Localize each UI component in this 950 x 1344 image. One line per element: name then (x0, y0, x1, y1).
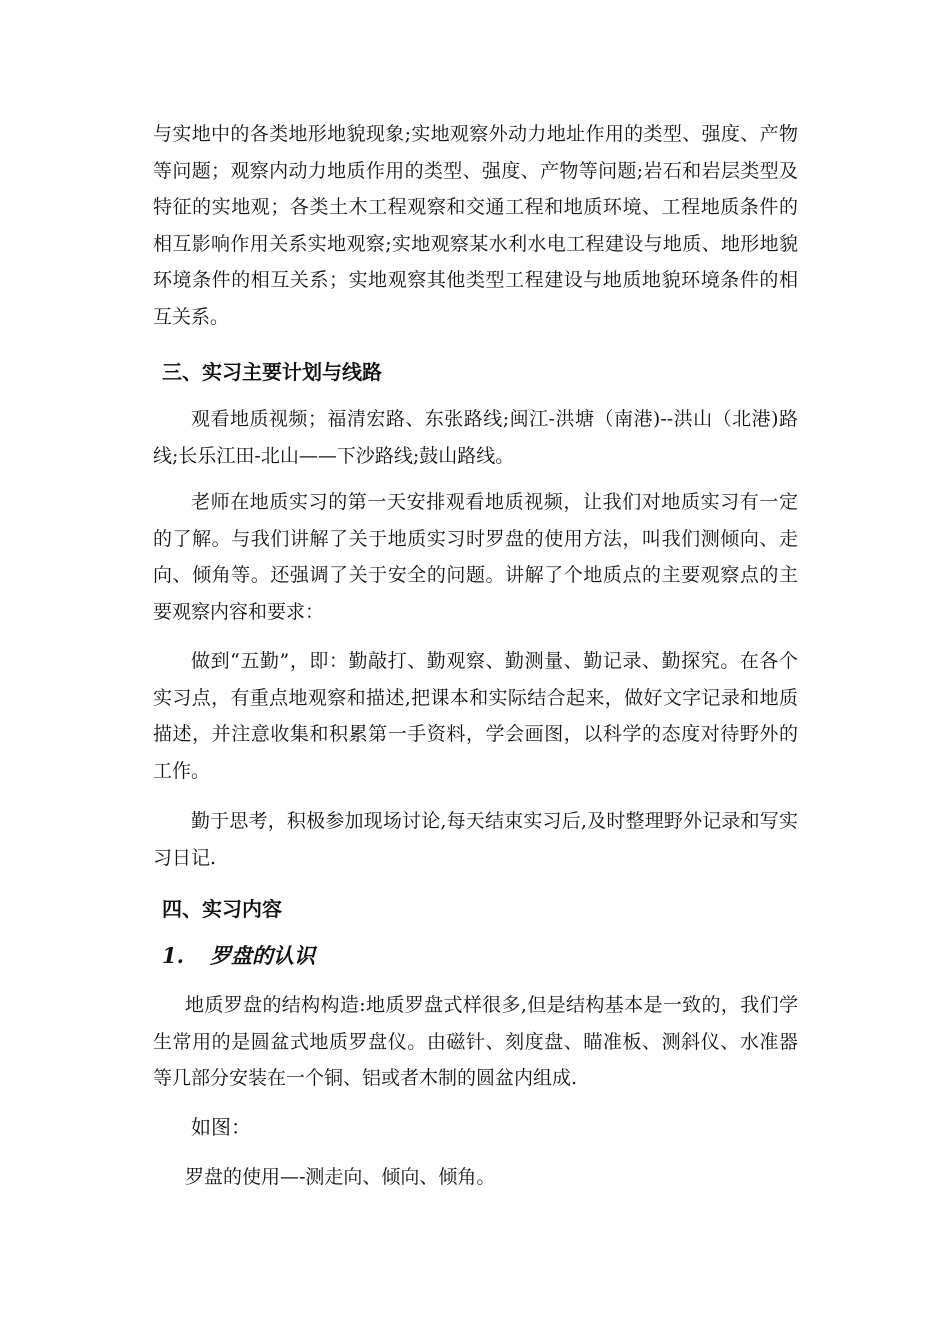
paragraph-five-diligences: 做到“五勤”，即：勤敲打、勤观察、勤测量、勤记录、勤探究。在各个实习点，有重点地观察和描述,把课本和实际结合起来，做好文字记录和地质描述，并注意收集和积累第一手资料，学会画图，以科学的态度对待野外的工作。 (153, 650, 798, 782)
subheading-title: 罗盘的认识 (210, 943, 315, 968)
section-heading-internship-content: 四、实习内容 (162, 897, 282, 921)
paragraph-routes: 观看地质视频；福清宏路、东张路线;闽江-洪塘（南港)--洪山（北港)路线;长乐江田-北山——下沙路线;鼓山路线。 (153, 408, 798, 467)
section-heading-plan-and-routes: 三、实习主要计划与线路 (162, 360, 382, 384)
paragraph-compass-structure: 地质罗盘的结构构造:地质罗盘式样很多,但是结构基本是一致的，我们学生常用的是圆盆式地质罗盘仪。由磁针、刻度盘、瞄准板、测斜仪、水准器等几部分安装在一个铜、铝或者木制的圆盆内组成. (153, 994, 798, 1090)
subheading-compass (162, 942, 315, 970)
figure-label: 如图： (191, 1115, 251, 1139)
paragraph-first-day: 老师在地质实习的第一天安排观看地质视频，让我们对地质实习有一定的了解。与我们讲解了关于地质实习时罗盘的使用方法，叫我们测倾向、走向、倾角等。还强调了关于安全的问题。讲解了个地质点的主要观察点的主要观察内容和要求： (153, 491, 798, 623)
paragraph-geology-observations: 与实地中的各类地形地貌现象;实地观察外动力地址作用的类型、强度、产物等问题；观察内动力地质作用的类型、强度、产物等问题;岩石和岩层类型及特征的实地观；各类土木工程观察和交通工程和地质环境、工程地质条件的相互影响作用关系实地观察;实地观察某水利水电工程建设与地质、地形地貌环境条件的相互关系；实地观察其他类型工程建设与地质地貌环境条件的相互关系。 (153, 123, 798, 328)
paragraph-think-diligently: 勤于思考，积极参加现场讨论,每天结束实习后,及时整理野外记录和写实习日记. (153, 810, 798, 869)
subheading-number: 1. (162, 943, 184, 968)
paragraph-compass-usage: 罗盘的使用—-测走向、倾向、倾角。 (185, 1166, 496, 1188)
